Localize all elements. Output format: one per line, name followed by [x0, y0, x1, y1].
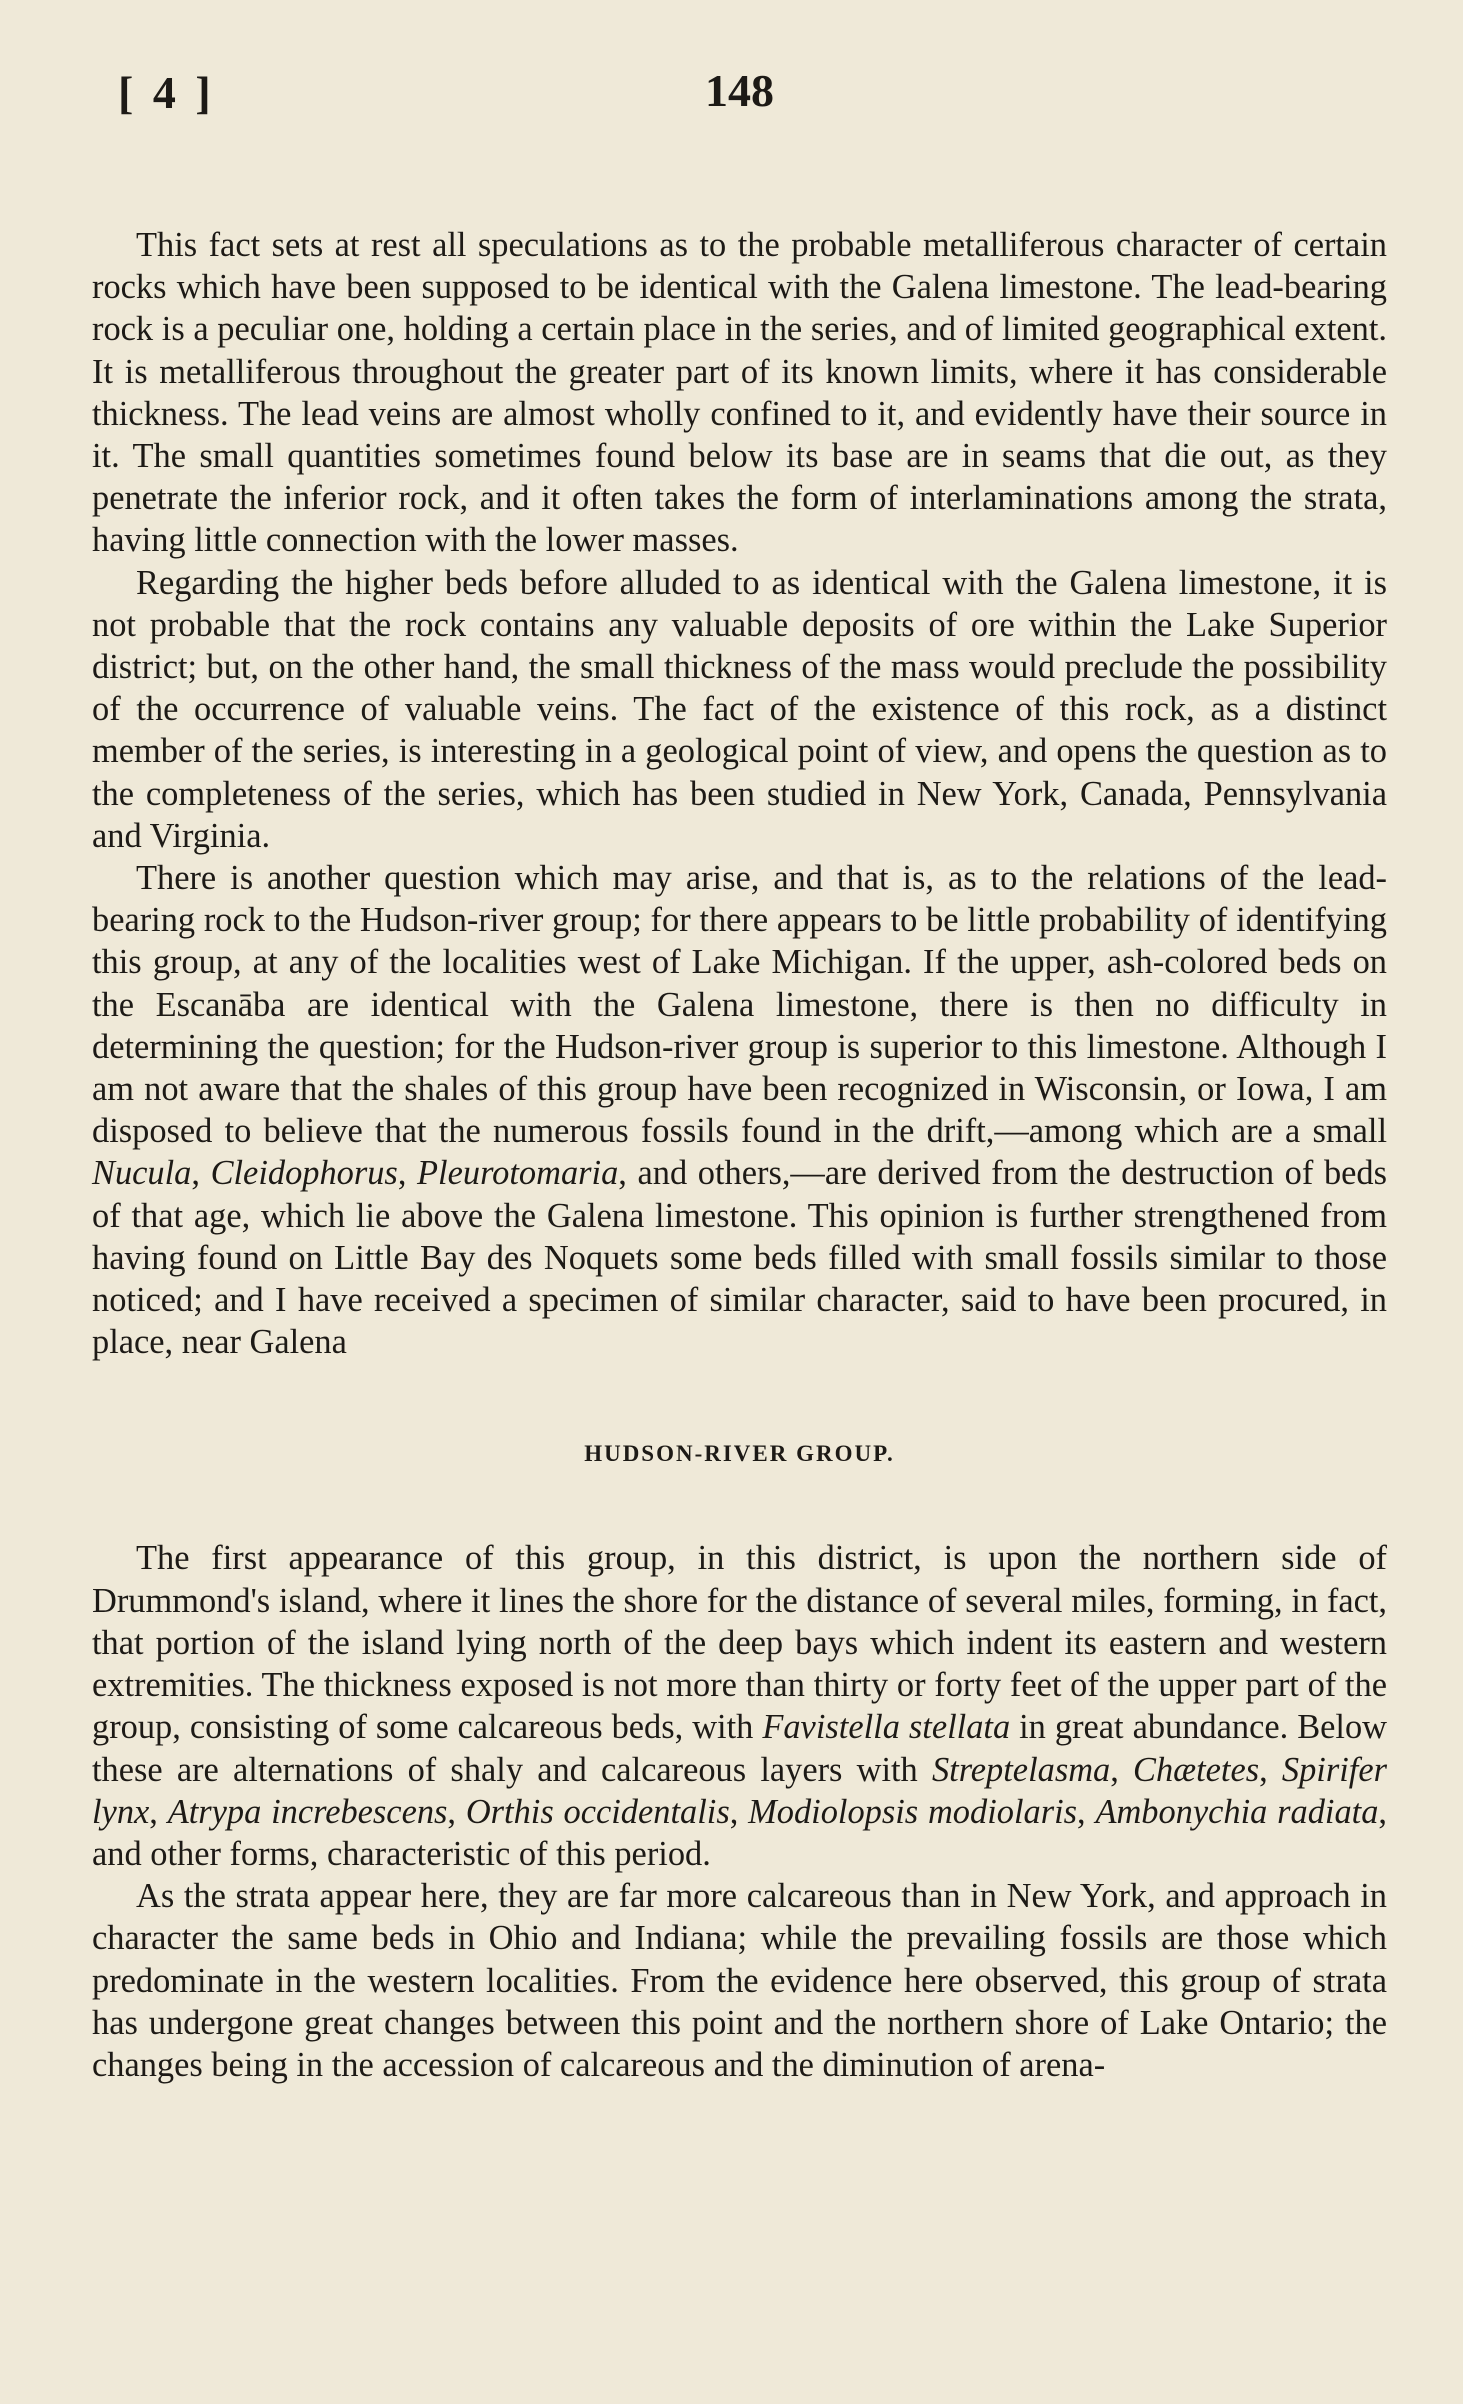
taxon-name: Spirifer lynx: [92, 1750, 1387, 1831]
taxon-name: Pleurotomaria: [417, 1154, 619, 1193]
taxon-name: Modiolopsis modiolaris: [748, 1792, 1078, 1831]
text-run: ,: [397, 1154, 418, 1193]
taxon-name: Orthis occidentalis: [465, 1792, 730, 1831]
text-run: in great abundance. Below these are alternations of shaly and calcareous layers with: [92, 1708, 1387, 1789]
taxon-name: Cleidophorus: [210, 1154, 398, 1193]
page-header: [92, 56, 1387, 136]
body-text: [92, 224, 1387, 2086]
text-run: ,: [447, 1792, 466, 1831]
taxon-name: Favistella stellata: [762, 1708, 1011, 1747]
text-run: The first appearance of this group, in this district, is upon the northern side of Drummond's island, where it lines the shore for the distance of several miles, forming, in fact, that portion of the island lying north of the deep bays which indent its eastern and western extremities. The thickness exposed is not more than thirty or forty feet of the upper part of the group, consisting of some calcareous beds, with: [92, 1539, 1387, 1747]
text-run: ,: [149, 1792, 168, 1831]
text-run: , and other forms, characteristic of this period.: [92, 1792, 1388, 1873]
text-run: ,: [191, 1154, 211, 1193]
text-run: , and others,—are derived from the destruction of beds of that age, which lie above the Galena limestone. This opinion is further strengthened from having found on Little Bay des Noquets some beds filled with small fossils similar to those noticed; and I have received a specimen of similar character, said to have been procured, in place, near Galena: [92, 1154, 1387, 1362]
text-run: ,: [1077, 1792, 1096, 1831]
paragraph: Regarding the higher beds before alluded to as identical with the Galena limestone, it is not probable that the rock contains any valuable deposits of ore within the Lake Superior district; but, on the other hand, the small thickness of the mass would preclude the possibility of the occurrence of valuable veins. The fact of the existence of this rock, as a distinct member of the series, is interesting in a geological point of view, and opens the question as to the completeness of the series, which has been studied in New York, Canada, Pennsylvania and Virginia.: [92, 563, 1387, 855]
text-run: ,: [729, 1792, 749, 1831]
text-run: There is another question which may arise, and that is, as to the relations of the lead-bearing rock to the Hudson-river group; for there appears to be little probability of identifying this group, at any of the localities west of Lake Michigan. If the upper, ash-colored beds on the Escanāba are identical with the Galena limestone, there is then no difficulty in determining the question; for the Hudson-river group is superior to this limestone. Although I am not aware that the shales of this group have been recognized in Wisconsin, or Iowa, I am disposed to believe that the numerous fossils found in the drift,—among which are a small: [92, 859, 1387, 1151]
taxon-name: Nucula: [92, 1154, 192, 1193]
text-run: ,: [1259, 1750, 1282, 1789]
paragraph: As the strata appear here, they are far more calcareous than in New York, and approach in character the same beds in Ohio and Indiana; while the prevailing fossils are those which predominate in the western localities. From the evidence here observed, this group of strata has undergone great changes between this point and the northern shore of Lake Ontario; the changes being in the accession of calcareous and the diminution of arena-: [92, 1877, 1387, 2084]
taxon-name: Ambonychia radiata: [1095, 1792, 1379, 1831]
page-number: 148: [705, 65, 774, 116]
signature-mark: [ 4 ]: [118, 67, 215, 118]
paragraph: This fact sets at rest all speculations as to the probable metalliferous character of certain rocks which have been supposed to be identical with the Galena limestone. The lead-bearing rock is a peculiar one, holding a certain place in the series, and of limited geographical extent. It is metalliferous throughout the greater part of its known limits, where it has considerable thickness. The lead veins are almost wholly confined to it, and evidently have their source in it. The small quantities sometimes found below its base are in seams that die out, as they penetrate the inferior rock, and it often takes the form of interlaminations among the strata, having little connection with the lower masses.: [92, 226, 1387, 560]
taxon-name: Atrypa increbescens: [167, 1792, 448, 1831]
section-heading: HUDSON-RIVER GROUP.: [584, 1441, 895, 1467]
taxon-name: Streptelasma: [931, 1750, 1111, 1789]
text-run: ,: [1110, 1750, 1134, 1789]
paragraph: [92, 1537, 1387, 1875]
paragraph: [92, 857, 1387, 1363]
taxon-name: Chætetes: [1133, 1750, 1260, 1789]
